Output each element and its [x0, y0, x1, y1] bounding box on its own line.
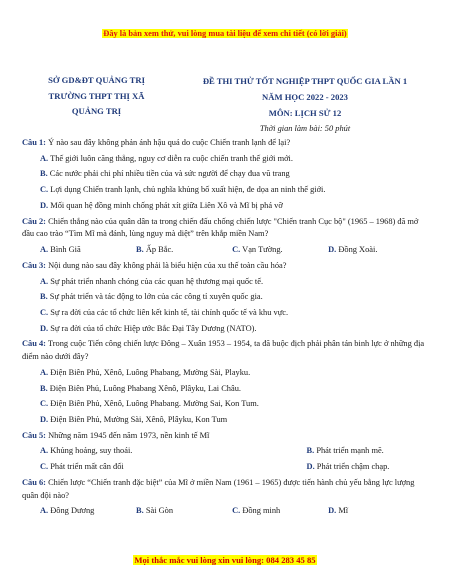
question-number: Câu 6: [22, 477, 46, 487]
questions-section [22, 137, 432, 521]
options-row-5a [22, 445, 432, 458]
question-number: Câu 1: [22, 138, 46, 147]
option-5b: B. Phát triển mạnh mẽ. [306, 446, 384, 456]
option-1a: A. Thế giới luôn căng thẳng, nguy cơ diễn ra cuộc chiến tranh thế giới mới. [40, 153, 293, 163]
option-6d: D. Mĩ [328, 506, 349, 516]
option-2a: A. Bình Giã [40, 245, 81, 255]
org-line-3: QUẢNG TRỊ [71, 106, 122, 116]
question-number: Câu 4: [22, 339, 46, 349]
option-5c: C. Phát triển mất cân đối [40, 462, 124, 472]
option-4c: C. Điện Biên Phủ, Xênô, Luông Phabang. Mường Sai, Kon Tum. [40, 399, 259, 409]
question-text: Nội dung nào sau đây không phải là biểu hiện của xu thế toàn cầu hóa? [48, 260, 287, 270]
option-5d: D. Phát triển chậm chạp. [306, 462, 390, 472]
option-2b: B. Ấp Bắc. [136, 245, 174, 255]
option-6a: A. Đông Dương [40, 506, 95, 516]
option-4d: D. Điện Biên Phủ, Mường Sài, Xênô, Plâyku, Kon Tum [40, 415, 228, 425]
exam-header [175, 73, 435, 137]
option-2c: C. Vạn Tường. [232, 245, 283, 255]
option-2d: D. Đồng Xoài. [328, 245, 378, 255]
subject: MÔN: LỊCH SỬ 12 [268, 108, 342, 118]
option-6b: B. Sài Gòn [136, 506, 174, 516]
option-1d: D. Mối quan hệ đồng minh chống phát xít giữa Liên Xô và Mĩ bị phá vỡ [40, 200, 283, 210]
contact-text: Mọi thắc mắc vui lòng xin vui lòng: 084 283 45 85 [134, 555, 316, 565]
question-text: Ý nào sau đây không phản ánh hậu quả do cuộc Chiến tranh lạnh để lại? [48, 138, 291, 147]
school-year: NĂM HỌC 2022 - 2023 [262, 92, 348, 102]
options-row-2 [22, 244, 432, 257]
option-3b: B. Sự phát triển và tác động to lớn của các công tỉ xuyên quốc gia. [40, 292, 263, 302]
option-3c: C. Sự ra đời của các tổ chức liên kết kinh tế, tài chính quốc tế và khu vực. [40, 307, 289, 317]
question-3 [22, 260, 432, 273]
question-number: Câu 3: [22, 260, 46, 270]
question-number: Câu 5: [22, 430, 46, 440]
question-number: Câu 2: [22, 216, 46, 226]
option-4b: B. Điện Biên Phủ, Luông Phabang Xênô, Plâyku, Lai Châu. [40, 383, 241, 393]
organization-header [24, 73, 169, 120]
option-1c: C. Lợi dụng Chiến tranh lạnh, chủ nghĩa khủng bố xuất hiện, đe dọa an ninh thế giới. [40, 185, 326, 195]
option-3a: A. Sự phát triển nhanh chóng của các quan hệ thương mại quốc tế. [40, 276, 264, 286]
options-row-6 [22, 505, 432, 518]
exam-duration: Thời gian làm bài: 50 phút [259, 124, 351, 133]
option-4a: A. Điện Biên Phủ, Xênô, Luông Phabang, Mường Sài, Playku. [40, 367, 251, 377]
option-1b: B. Các nước phải chi phí nhiều tiền của và sức người để chạy đua vũ trang [40, 169, 290, 179]
question-text: Chiến thắng nào của quân dân ta trong chiến đấu chống chiến lược "Chiến tranh Cục bộ" (1965 – 1968) đã mở đầu cao trào “Tìm Mĩ mà đánh, lùng nguy mà diệt” trên khắp miền Nam? [22, 216, 419, 239]
org-line-1: SỞ GD&ĐT QUẢNG TRỊ [48, 75, 145, 85]
question-5 [22, 430, 432, 443]
question-2 [22, 216, 432, 242]
question-4 [22, 338, 432, 364]
question-text: Trong cuộc Tiến công chiến lược Đông – Xuân 1953 – 1954, ta đã buộc địch phải phân tán binh lực ở những địa điểm nào dưới đây? [22, 339, 425, 362]
options-row-5b [22, 461, 432, 474]
question-6 [22, 477, 432, 503]
preview-notice-text: Đây là bản xem thử, vui lòng mua tài liệu để xem chi tiết (có lời giải) [103, 29, 347, 38]
option-6c: C. Đồng minh [232, 506, 281, 516]
option-5a: A. Khủng hoảng, suy thoái. [40, 446, 133, 456]
preview-notice-banner [0, 29, 450, 38]
contact-banner [0, 555, 450, 565]
option-3d: D. Sự ra đời của tổ chức Hiệp ước Bắc Đại Tây Dương (NATO). [40, 323, 257, 333]
exam-title: ĐỀ THI THỬ TỐT NGHIỆP THPT QUỐC GIA LẦN 1 [202, 76, 408, 86]
question-text: Chiến lược “Chiến tranh đặc biệt” của Mĩ ở miền Nam (1961 – 1965) được tiến hành chủ yếu bằng lực lượng quân đội nào? [22, 477, 415, 500]
org-line-2: TRƯỜNG THPT THỊ XÃ [48, 90, 145, 101]
question-1 [22, 137, 432, 150]
question-text: Những năm 1945 đến năm 1973, nền kinh tế Mĩ [48, 430, 210, 440]
